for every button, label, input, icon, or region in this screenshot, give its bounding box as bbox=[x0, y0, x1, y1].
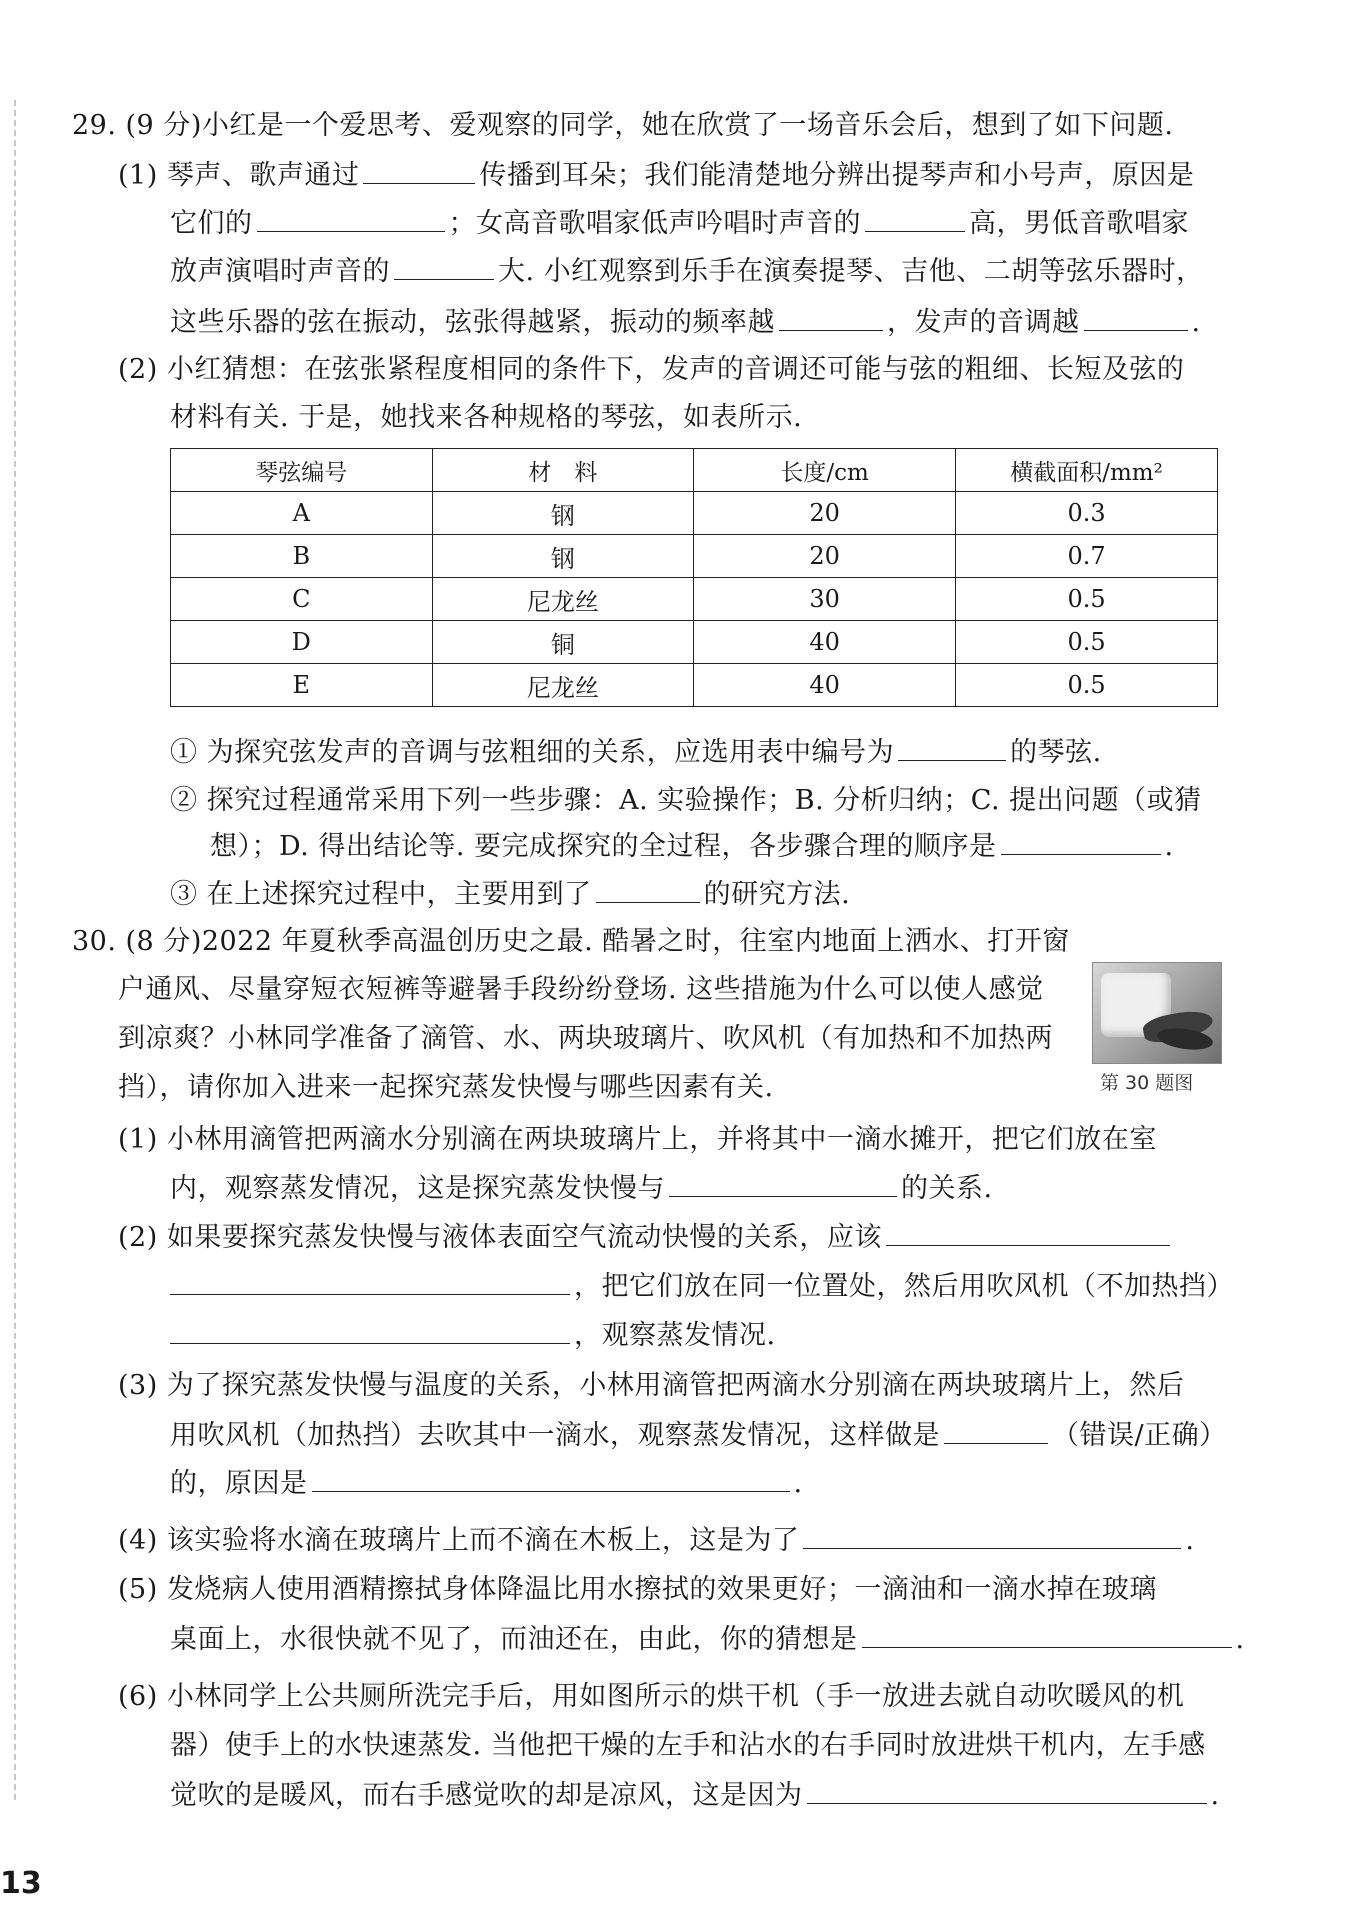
table-cell: 尼龙丝 bbox=[432, 664, 694, 707]
answer-blank[interactable] bbox=[898, 732, 1006, 761]
q30-intro-line4: 挡），请你加入进来一起探究蒸发快慢与哪些因素有关. bbox=[118, 1072, 774, 1103]
answer-blank[interactable] bbox=[312, 1463, 790, 1492]
text: . bbox=[1210, 1780, 1220, 1811]
text: 的研究方法. bbox=[703, 879, 851, 910]
text: 高，男低音歌唱家 bbox=[969, 208, 1189, 239]
table-cell: 40 bbox=[694, 621, 956, 664]
q29-part1-line1 bbox=[118, 155, 1194, 196]
answer-blank[interactable] bbox=[1001, 826, 1161, 855]
q30-intro-line1: 30. (8 分)2022 年夏秋季高温创历史之最. 酷暑之时，往室内地面上洒水、打开窗 bbox=[72, 926, 1070, 957]
table-row bbox=[171, 492, 1218, 535]
q30-part5-line1: (5) 发烧病人使用酒精擦拭身体降温比用水擦拭的效果更好；一滴油和一滴水掉在玻璃 bbox=[118, 1574, 1157, 1605]
q30-part2-line2 bbox=[170, 1266, 1234, 1307]
answer-blank[interactable] bbox=[257, 203, 445, 232]
table-cell: 钢 bbox=[432, 492, 694, 535]
text: (1) 琴声、歌声通过 bbox=[118, 160, 360, 191]
q29-item2-line2 bbox=[210, 826, 1174, 867]
text: 用吹风机（加热挡）去吹其中一滴水，观察蒸发情况，这样做是 bbox=[170, 1420, 940, 1451]
table-cell: 40 bbox=[694, 664, 956, 707]
table-header-cell: 材 料 bbox=[432, 449, 694, 492]
text: . bbox=[1191, 307, 1201, 338]
text: 想）；D. 得出结论等. 要完成探究的全过程，各步骤合理的顺序是 bbox=[210, 831, 997, 862]
table-row bbox=[171, 535, 1218, 578]
answer-blank[interactable] bbox=[669, 1168, 897, 1197]
text: 这些乐器的弦在振动，弦张得越紧，振动的频率越 bbox=[170, 307, 775, 338]
table-cell: E bbox=[171, 664, 433, 707]
q30-part2-line3 bbox=[170, 1315, 776, 1356]
table-cell: 0.7 bbox=[956, 535, 1218, 578]
figure-caption: 第 30 题图 bbox=[1100, 1072, 1194, 1094]
text: 放声演唱时声音的 bbox=[170, 256, 390, 287]
q29-item2-line1: ② 探究过程通常采用下列一些步骤：A. 实验操作；B. 分析归纳；C. 提出问题（或猜 bbox=[170, 785, 1202, 816]
table-cell: C bbox=[171, 578, 433, 621]
table-cell: 钢 bbox=[432, 535, 694, 578]
text: 的关系. bbox=[901, 1173, 993, 1204]
answer-blank[interactable] bbox=[363, 155, 475, 184]
q30-part5-line2 bbox=[170, 1619, 1245, 1660]
q30-part3-line2 bbox=[170, 1415, 1227, 1456]
table-cell: B bbox=[171, 535, 433, 578]
table-header-cell: 横截面积/mm² bbox=[956, 449, 1218, 492]
answer-blank[interactable] bbox=[865, 203, 965, 232]
table-cell: D bbox=[171, 621, 433, 664]
page-number: 13 bbox=[0, 1866, 42, 1901]
text: . bbox=[1185, 1525, 1195, 1556]
q30-intro-line3: 到凉爽？小林同学准备了滴管、水、两块玻璃片、吹风机（有加热和不加热两 bbox=[118, 1023, 1053, 1054]
q30-part6-line2: 器）使手上的水快速蒸发. 当他把干燥的左手和沾水的右手同时放进烘干机内，左手感 bbox=[170, 1730, 1206, 1761]
q29-part1-line2 bbox=[170, 203, 1189, 244]
q30-intro-line2: 户通风、尽量穿短衣短裤等避暑手段纷纷登场. 这些措施为什么可以使人感觉 bbox=[118, 974, 1044, 1005]
answer-blank[interactable] bbox=[394, 251, 494, 280]
table-row bbox=[171, 621, 1218, 664]
table-cell: 20 bbox=[694, 535, 956, 578]
answer-blank[interactable] bbox=[803, 1520, 1181, 1549]
answer-blank[interactable] bbox=[886, 1217, 1170, 1246]
text: ③ 在上述探究过程中，主要用到了 bbox=[170, 879, 592, 910]
text: 的琴弦. bbox=[1010, 737, 1102, 768]
table-cell: 30 bbox=[694, 578, 956, 621]
text: ① 为探究弦发声的音调与弦粗细的关系，应选用表中编号为 bbox=[170, 737, 895, 768]
q29-part1-line3 bbox=[170, 251, 1204, 292]
table-row bbox=[171, 578, 1218, 621]
q30-part1-line1: (1) 小林用滴管把两滴水分别滴在两块玻璃片上，并将其中一滴水摊开，把它们放在室 bbox=[118, 1124, 1157, 1155]
text: . bbox=[1164, 831, 1174, 862]
table-cell: 0.3 bbox=[956, 492, 1218, 535]
table-cell: A bbox=[171, 492, 433, 535]
table-row bbox=[171, 664, 1218, 707]
table-cell: 0.5 bbox=[956, 664, 1218, 707]
text: 它们的 bbox=[170, 208, 253, 239]
answer-blank[interactable] bbox=[944, 1415, 1048, 1444]
answer-blank[interactable] bbox=[170, 1266, 570, 1295]
text: 桌面上，水很快就不见了，而油还在，由此，你的猜想是 bbox=[170, 1624, 858, 1655]
text: 的，原因是 bbox=[170, 1468, 308, 1499]
q30-part1-line2 bbox=[170, 1168, 993, 1209]
q30-part6-line3 bbox=[170, 1775, 1220, 1816]
table-cell: 0.5 bbox=[956, 621, 1218, 664]
text: 觉吹的是暖风，而右手感觉吹的却是凉风，这是因为 bbox=[170, 1780, 803, 1811]
text: ，观察蒸发情况. bbox=[574, 1320, 776, 1351]
q29-part2-line1: (2) 小红猜想：在弦张紧程度相同的条件下，发声的音调还可能与弦的粗细、长短及弦的 bbox=[118, 354, 1185, 385]
q29-part1-line4 bbox=[170, 302, 1201, 343]
q29-item1 bbox=[170, 732, 1102, 773]
table-header-cell: 琴弦编号 bbox=[171, 449, 433, 492]
text: 内，观察蒸发情况，这是探究蒸发快慢与 bbox=[170, 1173, 665, 1204]
answer-blank[interactable] bbox=[807, 1775, 1207, 1804]
text: (4) 该实验将水滴在玻璃片上而不滴在木板上，这是为了 bbox=[118, 1525, 800, 1556]
q29-heading: 29. (9 分)小红是一个爱思考、爱观察的同学，她在欣赏了一场音乐会后，想到了如下问题. bbox=[72, 110, 1174, 141]
text: . bbox=[793, 1468, 803, 1499]
table-header-cell: 长度/cm bbox=[694, 449, 956, 492]
q30-part6-line1: (6) 小林同学上公共厕所洗完手后，用如图所示的烘干机（手一放进去就自动吹暖风的机 bbox=[118, 1681, 1185, 1712]
answer-blank[interactable] bbox=[862, 1619, 1232, 1648]
q30-part4 bbox=[118, 1520, 1194, 1561]
answer-blank[interactable] bbox=[1084, 302, 1188, 331]
q29-part2-line2: 材料有关. 于是，她找来各种规格的琴弦，如表所示. bbox=[170, 402, 803, 433]
text: . bbox=[1235, 1624, 1245, 1655]
q30-part2-line1 bbox=[118, 1217, 1174, 1258]
table-cell: 铜 bbox=[432, 621, 694, 664]
text: 大. 小红观察到乐手在演奏提琴、吉他、二胡等弦乐器时， bbox=[498, 256, 1204, 287]
text: ，发声的音调越 bbox=[887, 307, 1080, 338]
answer-blank[interactable] bbox=[596, 874, 700, 903]
text: (2) 如果要探究蒸发快慢与液体表面空气流动快慢的关系，应该 bbox=[118, 1222, 882, 1253]
answer-blank[interactable] bbox=[170, 1315, 570, 1344]
table-cell: 0.5 bbox=[956, 578, 1218, 621]
q29-item3 bbox=[170, 874, 850, 915]
text: 传播到耳朵；我们能清楚地分辨出提琴声和小号声，原因是 bbox=[479, 160, 1195, 191]
q30-part3-line1: (3) 为了探究蒸发快慢与温度的关系，小林用滴管把两滴水分别滴在两块玻璃片上，然后 bbox=[118, 1370, 1185, 1401]
text: （错误/正确） bbox=[1052, 1420, 1227, 1451]
q30-part3-line3 bbox=[170, 1463, 803, 1504]
table-header-row bbox=[171, 449, 1218, 492]
text: ；女高音歌唱家低声吟唱时声音的 bbox=[448, 208, 861, 239]
hand-dryer-photo bbox=[1092, 962, 1222, 1064]
table-cell: 20 bbox=[694, 492, 956, 535]
table-cell: 尼龙丝 bbox=[432, 578, 694, 621]
text: ，把它们放在同一位置处，然后用吹风机（不加热挡） bbox=[574, 1271, 1234, 1302]
string-spec-table bbox=[170, 448, 1218, 707]
answer-blank[interactable] bbox=[779, 302, 883, 331]
binding-dashed-line bbox=[14, 100, 16, 1800]
